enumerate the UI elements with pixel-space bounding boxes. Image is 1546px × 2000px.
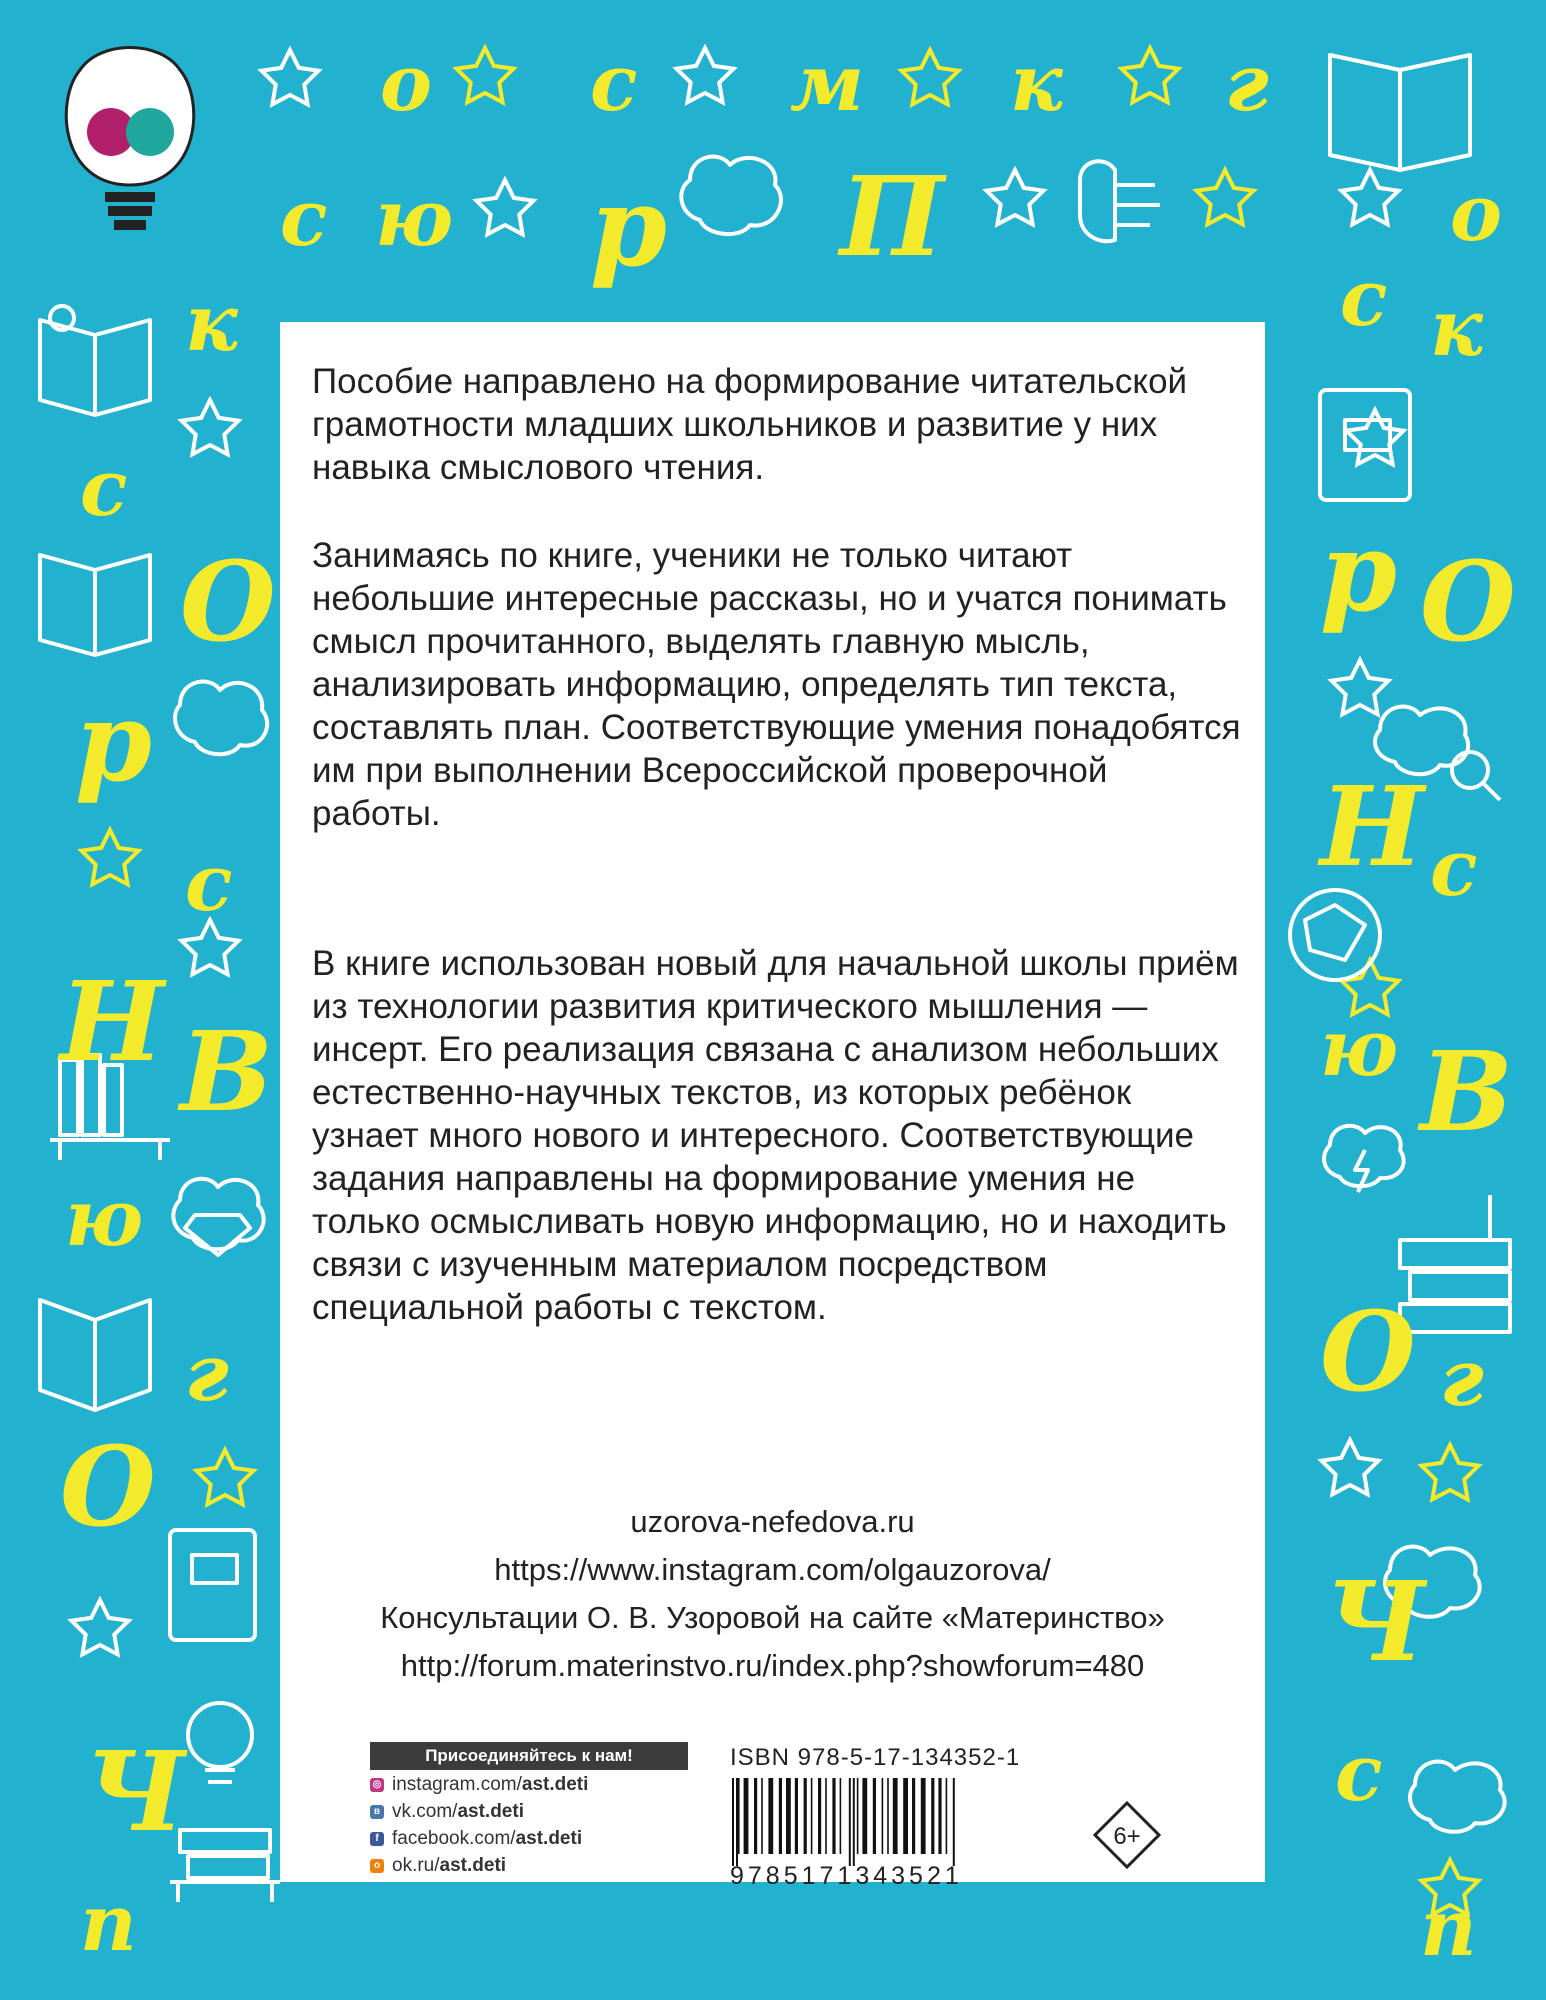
- barcode-bar: [754, 1778, 757, 1854]
- age-rating-badge: [1092, 1800, 1162, 1870]
- handwritten-letter: о: [1450, 168, 1503, 259]
- handwritten-letter: о: [380, 38, 433, 129]
- barcode-bar: [768, 1778, 773, 1854]
- author-site-link[interactable]: uzorova-nefedova.ru: [630, 1504, 915, 1539]
- handwritten-letter: Н: [60, 957, 164, 1086]
- author-links: [280, 1502, 1265, 1694]
- barcode-number: 9785171343521: [730, 1862, 963, 1890]
- barcode-bar: [857, 1778, 859, 1854]
- instagram-icon: ◎: [370, 1778, 384, 1792]
- social-prefix: vk.com/: [392, 1801, 458, 1822]
- brain-network-icon: [1290, 890, 1380, 980]
- brain-icon: [1410, 1762, 1505, 1832]
- social-prefix: ok.ru/: [392, 1855, 440, 1876]
- handwritten-letter: В: [180, 1007, 273, 1136]
- handwritten-letter: р: [75, 677, 152, 806]
- vk-icon: в: [370, 1805, 384, 1819]
- brain-icon: [681, 157, 781, 234]
- annotation-paragraph: Пособие направлено на формирование читательской грамотности младших школьников и развитие у них навыка смыслового чтения.: [312, 362, 1188, 487]
- open-book-icon: [40, 555, 150, 655]
- barcode: [730, 1778, 1020, 1866]
- join-us-title: Присоединяйтесь к нам!: [370, 1742, 688, 1770]
- age-rating-text: 6+: [1113, 1823, 1141, 1850]
- social-link-ok[interactable]: [370, 1854, 688, 1878]
- handwritten-letter: ю: [1320, 1003, 1399, 1094]
- handwritten-letter: р: [590, 162, 667, 291]
- barcode-bar: [761, 1778, 763, 1854]
- handwritten-letter: с: [185, 838, 233, 929]
- barcode-bar: [953, 1778, 955, 1866]
- handwritten-letter: с: [1340, 253, 1388, 344]
- barcode-bar: [931, 1778, 934, 1854]
- open-book-icon: [1330, 55, 1470, 170]
- star-icon: [1332, 660, 1389, 714]
- handwritten-letter: О: [180, 537, 276, 666]
- social-prefix: facebook.com/: [392, 1828, 516, 1849]
- handwritten-letter: к: [1010, 38, 1063, 129]
- handwritten-letter: Ч: [85, 1727, 186, 1856]
- handwritten-letter: к: [1430, 283, 1483, 374]
- barcode-bar: [912, 1778, 915, 1854]
- social-handle: ast.deti: [515, 1828, 583, 1849]
- barcode-bar: [736, 1778, 738, 1866]
- book-lightbulb-icon: [40, 306, 150, 415]
- star-icon: [1322, 1440, 1379, 1494]
- handwritten-letter: О: [1420, 537, 1516, 666]
- social-handle: ast.deti: [457, 1801, 524, 1822]
- social-handle: ast.deti: [521, 1774, 589, 1795]
- consultation-text: Консультации О. В. Узоровой на сайте «Материнство»: [380, 1600, 1165, 1635]
- handwritten-letter: р: [1320, 507, 1397, 636]
- handwritten-letter: м: [790, 38, 865, 129]
- barcode-bar: [811, 1778, 813, 1854]
- annotation-panel: [280, 322, 1265, 1890]
- handwritten-letter: с: [1430, 823, 1478, 914]
- barcode-bar: [873, 1778, 876, 1854]
- handwritten-letter: п: [1420, 1883, 1477, 1974]
- isbn-text: ISBN 978-5-17-134352-1: [730, 1744, 1021, 1771]
- ok-icon: о: [370, 1859, 384, 1873]
- barcode-bar: [893, 1778, 898, 1854]
- facebook-icon: f: [370, 1832, 384, 1846]
- handwritten-letter: г: [1440, 1333, 1484, 1424]
- star-icon: [677, 48, 734, 102]
- handwritten-letter: ю: [375, 173, 454, 264]
- star-icon: [1197, 170, 1254, 224]
- handwritten-letter: г: [185, 1328, 229, 1419]
- barcode-bar: [903, 1778, 908, 1854]
- barcode-bar: [818, 1778, 821, 1854]
- handwritten-letter: ю: [65, 1173, 144, 1264]
- barcode-bar: [938, 1778, 941, 1854]
- handwritten-letter: с: [280, 173, 328, 264]
- handwritten-letter: с: [1335, 1728, 1383, 1819]
- star-icon: [72, 1600, 129, 1654]
- notebook-icon: [170, 1530, 255, 1640]
- star-icon: [1342, 170, 1399, 224]
- social-handle: ast.deti: [439, 1855, 507, 1876]
- barcode-bar: [862, 1778, 867, 1854]
- instagram-link[interactable]: https://www.instagram.com/olgauzorova/: [494, 1552, 1051, 1587]
- handwritten-letter: П: [840, 152, 944, 281]
- reading-book-icon: [40, 1300, 150, 1410]
- brain-lightning-icon: [1324, 1126, 1404, 1192]
- barcode-bar: [795, 1778, 798, 1854]
- annotation-paragraph: В книге использован новый для начальной школы приём из технологии развития критического мышления — инсерт. Его реализация связана с анализом небольших естественно-научных текстов, из которых ребёнок узнает много нового и интересного. Соответствующие задания направлены на формирование умения не только осмысливать новую информацию, но и находить связи с изученным материалом посредством специальной работы с текстом.: [312, 944, 1239, 1327]
- star-icon: [182, 400, 239, 454]
- handwritten-letter: О: [1320, 1287, 1416, 1416]
- books-stack-icon: [1400, 1195, 1510, 1332]
- handwritten-letter: Н: [1320, 762, 1424, 891]
- barcode-bar: [738, 1778, 740, 1854]
- star-icon: [262, 50, 319, 104]
- handwritten-letter: с: [590, 38, 638, 129]
- barcode-bar: [825, 1778, 827, 1854]
- brain-lightbulb-logo: [66, 48, 193, 231]
- social-link-instagram[interactable]: [370, 1773, 688, 1797]
- brain-icon: [175, 682, 267, 755]
- brain-diamond-icon: [173, 1179, 263, 1255]
- barcode-bar: [832, 1778, 835, 1854]
- handwritten-letter: п: [80, 1878, 137, 1969]
- handwritten-letter: В: [1420, 1027, 1513, 1156]
- star-icon: [197, 1450, 254, 1504]
- annotation-paragraph: Занимаясь по книге, ученики не только читают небольшие интересные рассказы, но и учатся понимать смысл прочитанного, выделять главную мысль, анализировать информацию, определять тип текста, составлять план. Соответствующие умения понадобятся им при выполнении Всероссийской проверочной работы.: [312, 536, 1241, 833]
- barcode-bar: [840, 1778, 842, 1854]
- join-us-block: [370, 1742, 688, 1878]
- barcode-bar: [779, 1778, 782, 1854]
- barcode-bar: [786, 1778, 791, 1854]
- barcode-bar: [732, 1778, 734, 1866]
- handwritten-letter: Ч: [1325, 1557, 1426, 1686]
- star-icon: [457, 48, 514, 102]
- handwritten-letter: г: [1225, 38, 1269, 129]
- star-icon: [1122, 48, 1179, 102]
- brain-circuit-icon: [1080, 161, 1160, 241]
- star-icon: [987, 170, 1044, 224]
- star-icon: [82, 830, 139, 884]
- notebook-icon: [1320, 390, 1410, 500]
- barcode-bar: [853, 1778, 855, 1866]
- barcode-bar: [882, 1778, 884, 1854]
- handwritten-letter: О: [60, 1422, 156, 1551]
- barcode-bar: [887, 1778, 889, 1854]
- barcode-bar: [921, 1778, 926, 1854]
- barcode-bar: [804, 1778, 807, 1854]
- star-icon: [477, 180, 534, 234]
- handwritten-letter: к: [185, 278, 238, 369]
- handwritten-letter: с: [80, 443, 128, 534]
- star-icon: [902, 50, 959, 104]
- barcode-bar: [849, 1778, 851, 1866]
- barcode-bar: [946, 1778, 948, 1854]
- social-link-vk[interactable]: [370, 1800, 688, 1824]
- books-shelf-icon: [170, 1830, 280, 1902]
- brain-bulb-icon: [188, 1703, 252, 1782]
- star-icon: [1422, 1445, 1479, 1499]
- social-link-facebook[interactable]: [370, 1827, 688, 1851]
- social-prefix: instagram.com/: [392, 1774, 522, 1795]
- barcode-bar: [744, 1778, 749, 1854]
- forum-link[interactable]: http://forum.materinstvo.ru/index.php?showforum=480: [400, 1648, 1145, 1683]
